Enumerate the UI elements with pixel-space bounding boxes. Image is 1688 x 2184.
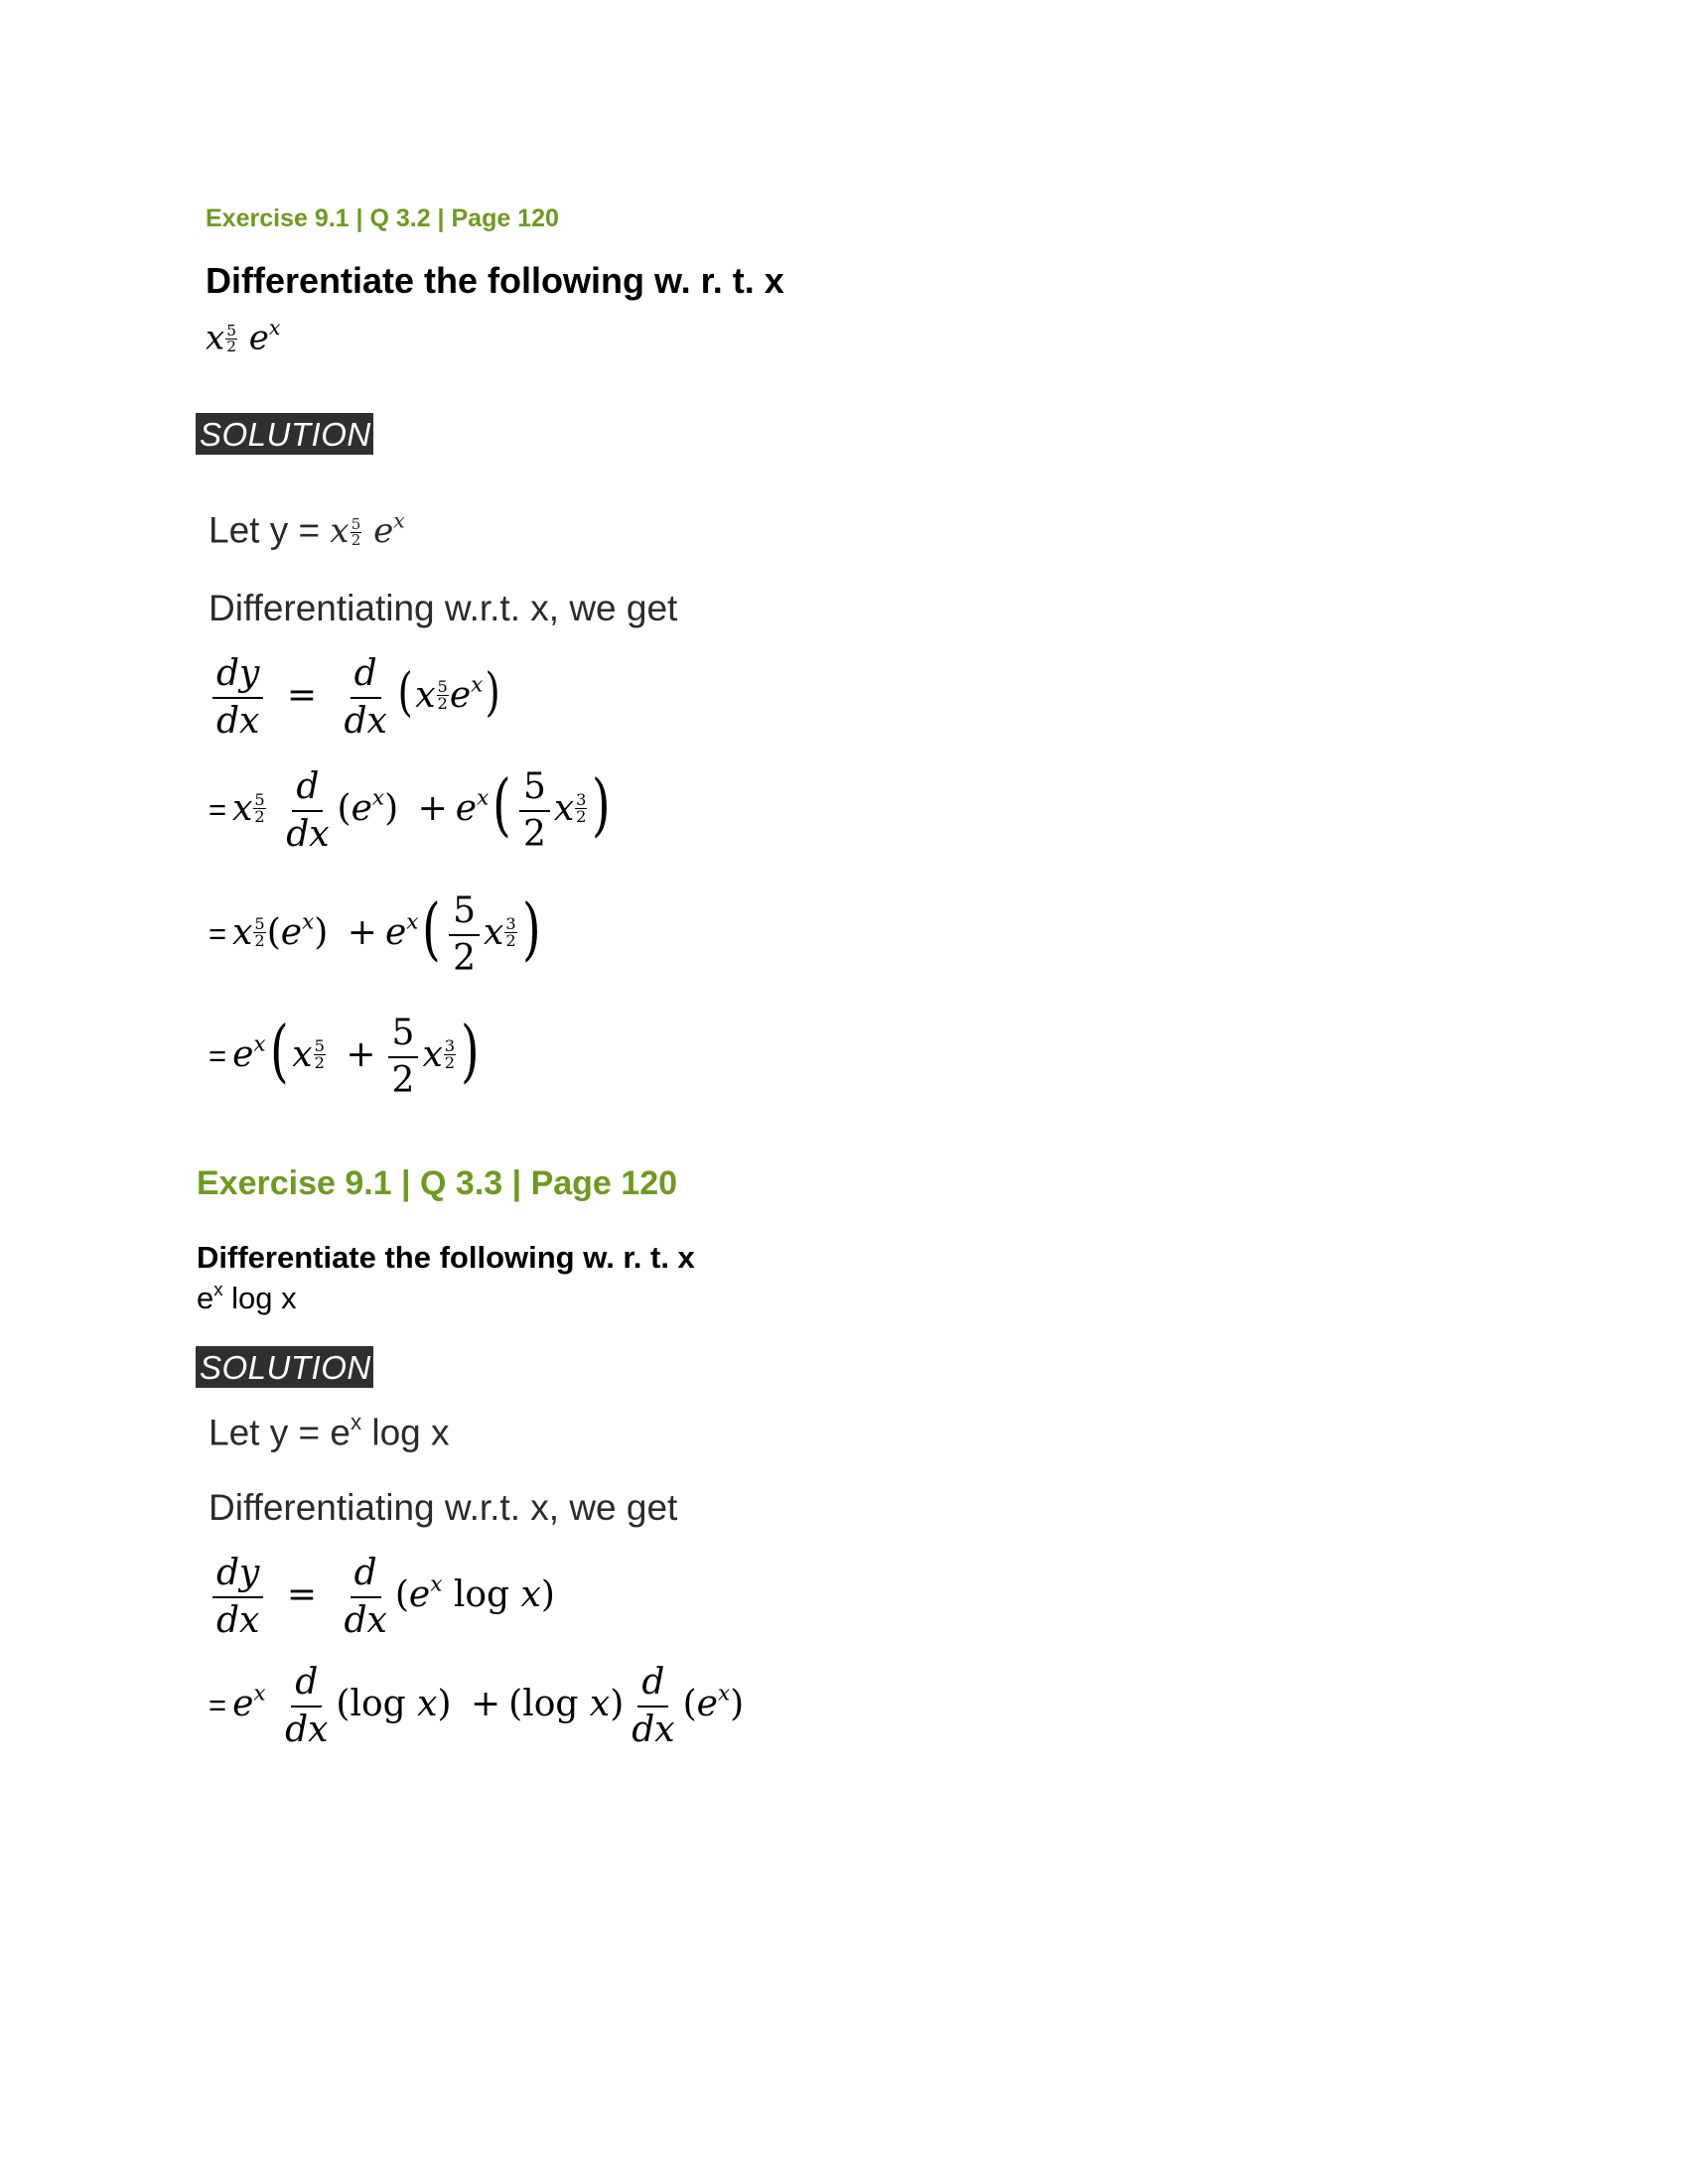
solution-badge-q3-3[interactable]: SOLUTION <box>196 1346 373 1388</box>
differentiating-text-q3-2: Differentiating w.r.t. x, we get <box>209 588 678 628</box>
derivative-line-2-q3-2: = x $\frac{5}{2}$ $\frac{d}{dx}$ $(e^x) + e^x$( $\frac{5}{2}$ x $\frac{3}{2}$ ) <box>209 766 612 855</box>
let-statement-q3-2: Let y = x $\frac{5}{2}$ $e^x$ <box>209 509 405 552</box>
expr-base: x <box>206 318 225 358</box>
expr-exponent: $\frac{5}{2}$ <box>226 321 236 355</box>
solution-badge-q3-2[interactable]: SOLUTION <box>196 413 373 455</box>
derivative-line-2-q3-3: = $e^x$ $\frac{d}{dx}$ (log x) + (log x) $\frac{d}{dx}$ $(e^x)$ <box>209 1662 745 1750</box>
question-expression-q3-3: $e^x$ log x <box>197 1279 297 1316</box>
let-statement-q3-3: Let $y = e^x$ log x <box>209 1410 450 1453</box>
derivative-line-1-q3-2: $\frac{dy}{dx}$ = $\frac{d}{dx}$ (x $\frac{5}{2}$ $e^x$) <box>209 655 503 741</box>
derivative-line-3-q3-2: = x $\frac{5}{2}$ $(e^x) + e^x$( $\frac{5}{2}$ x $\frac{3}{2}$ ) <box>209 890 541 979</box>
derivative-line-4-q3-2: = $e^x$( x $\frac{5}{2}$ + $\frac{5}{2}$ x $\frac{3}{2}$ ) <box>209 1013 480 1101</box>
differentiating-text-q3-3: Differentiating w.r.t. x, we get <box>209 1487 678 1528</box>
question-expression-q3-2: x $\frac{5}{2}$ $e^x$ <box>206 316 281 358</box>
derivative-line-1-q3-3: $\frac{dy}{dx}$ = $\frac{d}{dx}$ ($e^x$ log x) <box>209 1555 555 1640</box>
exercise-header-q3-3: Exercise 9.1 | Q 3.3 | Page 120 <box>197 1164 678 1202</box>
question-title-q3-3: Differentiate the following w. r. t. x <box>197 1240 695 1275</box>
exercise-header-q3-2: Exercise 9.1 | Q 3.2 | Page 120 <box>206 205 559 232</box>
expr-e: e <box>248 318 269 358</box>
question-title-q3-2: Differentiate the following w. r. t. x <box>206 260 784 301</box>
